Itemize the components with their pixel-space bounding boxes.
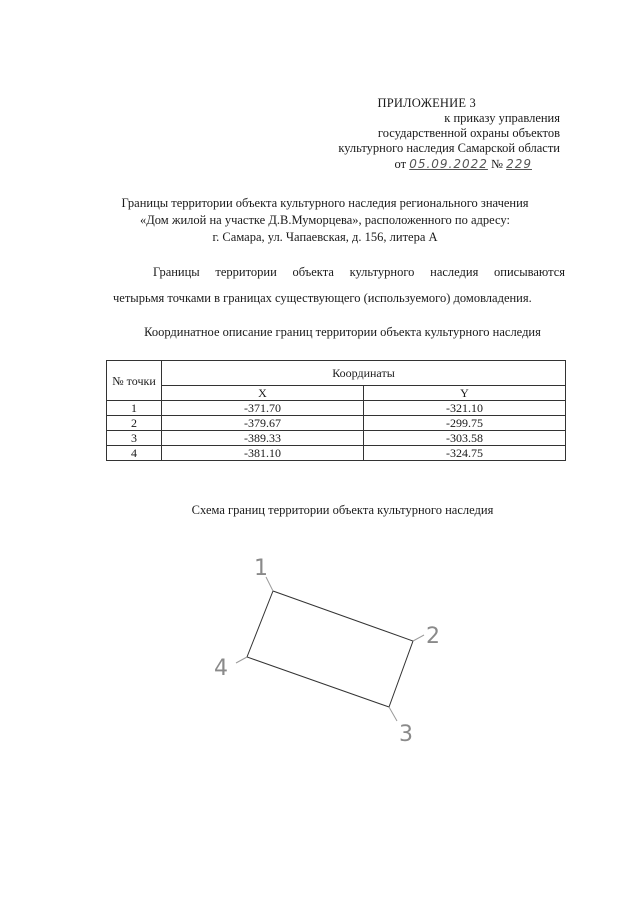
title-line-2: «Дом жилой на участке Д.В.Муморцева», расположенного по адресу: xyxy=(140,213,510,227)
appendix-line-2: государственной охраны объектов xyxy=(377,126,560,140)
point-label-2: 2 xyxy=(426,624,440,649)
title-line-1: Границы территории объекта культурного наследия регионального значения xyxy=(121,196,529,210)
document-title xyxy=(60,195,590,246)
leader-line-4 xyxy=(236,657,247,663)
point-label-4: 4 xyxy=(214,656,228,681)
point-label-1: 1 xyxy=(254,556,268,581)
x-value: -371.70 xyxy=(162,401,364,416)
boundary-polygon xyxy=(247,591,413,707)
column-header-x: X xyxy=(162,386,364,401)
table-row xyxy=(107,401,566,416)
x-value: -381.10 xyxy=(162,446,364,461)
handwritten-date: 05.09.2022 xyxy=(409,157,488,171)
table-row xyxy=(107,416,566,431)
point-number: 1 xyxy=(107,401,162,416)
number-sign: № xyxy=(491,157,503,171)
leader-line-2 xyxy=(413,635,424,641)
date-prefix: от xyxy=(394,157,407,171)
y-value: -299.75 xyxy=(364,416,566,431)
title-line-3: г. Самара, ул. Чапаевская, д. 156, литера А xyxy=(212,230,438,244)
appendix-header xyxy=(300,96,560,172)
y-value: -324.75 xyxy=(364,446,566,461)
coordinates-table xyxy=(106,360,566,461)
point-number: 4 xyxy=(107,446,162,461)
appendix-line-3: культурного наследия Самарской области xyxy=(338,141,560,155)
y-value: -303.58 xyxy=(364,431,566,446)
table-row xyxy=(107,431,566,446)
paragraph-line-1: Границы территории объекта культурного наследия описываются xyxy=(153,265,565,279)
point-number: 2 xyxy=(107,416,162,431)
appendix-line-1: к приказу управления xyxy=(444,111,560,125)
scheme-caption: Схема границ территории объекта культурного наследия xyxy=(191,503,494,517)
column-header-coordinates: Координаты xyxy=(162,361,566,386)
x-value: -379.67 xyxy=(162,416,364,431)
column-header-point: № точки xyxy=(107,361,162,401)
appendix-heading: ПРИЛОЖЕНИЕ 3 xyxy=(377,96,476,110)
boundary-paragraph xyxy=(113,259,565,311)
point-label-3: 3 xyxy=(399,722,413,747)
point-number: 3 xyxy=(107,431,162,446)
handwritten-number: 229 xyxy=(506,157,532,171)
boundary-scheme-diagram xyxy=(200,545,460,755)
x-value: -389.33 xyxy=(162,431,364,446)
table-row xyxy=(107,446,566,461)
order-date-line xyxy=(300,157,532,172)
leader-line-3 xyxy=(389,707,397,721)
paragraph-line-2: четырьмя точками в границах существующего (используемого) домовладения. xyxy=(113,291,532,305)
coordinates-caption: Координатное описание границ территории объекта культурного наследия xyxy=(144,325,541,339)
y-value: -321.10 xyxy=(364,401,566,416)
column-header-y: Y xyxy=(364,386,566,401)
